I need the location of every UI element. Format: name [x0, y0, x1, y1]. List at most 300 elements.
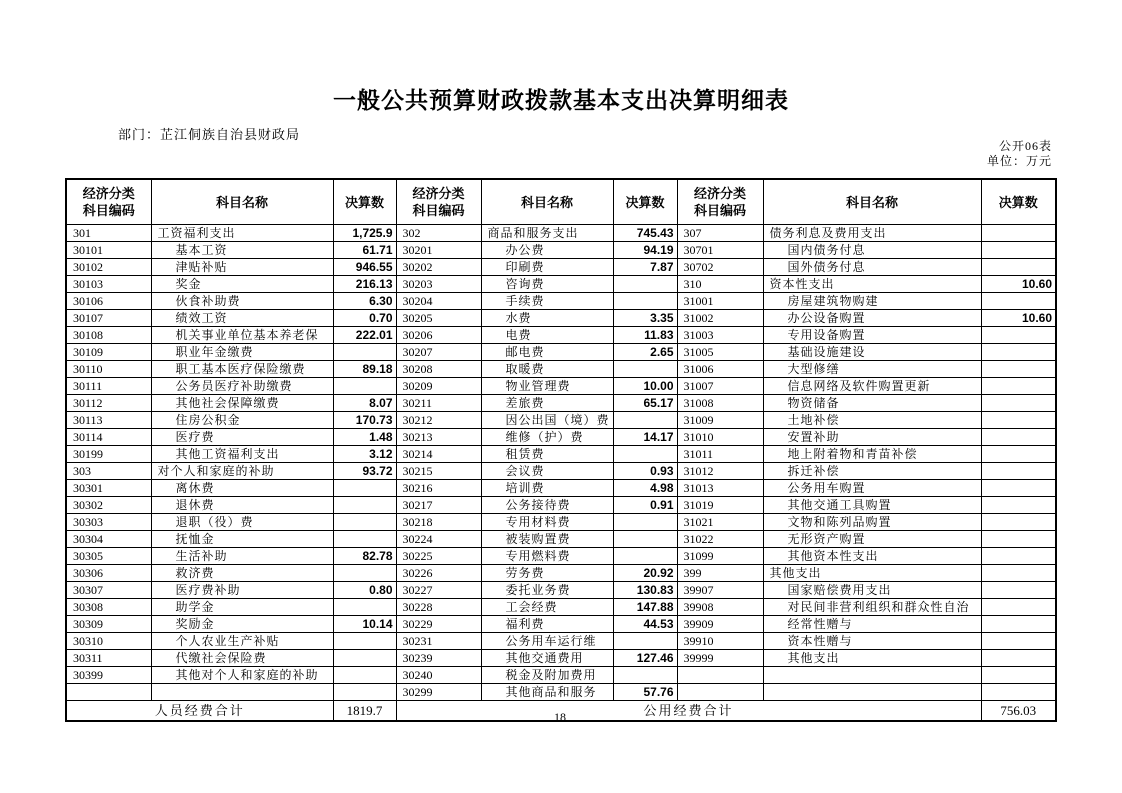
cell-final-amount [981, 446, 1056, 463]
budget-table [65, 178, 1057, 722]
cell-final-amount: 0.91 [613, 497, 677, 514]
cell-subject-name: 办公费 [481, 242, 613, 259]
cell-subject-code: 31019 [677, 497, 763, 514]
cell-final-amount [981, 412, 1056, 429]
cell-subject-code [677, 667, 763, 684]
cell-final-amount [981, 344, 1056, 361]
table-row [66, 480, 1056, 497]
cell-subject-code: 39909 [677, 616, 763, 633]
cell-subject-code: 30304 [66, 531, 151, 548]
cell-subject-code: 30228 [396, 599, 481, 616]
cell-subject-name: 工资福利支出 [151, 225, 333, 242]
table-row [66, 616, 1056, 633]
cell-subject-name: 其他社会保障缴费 [151, 395, 333, 412]
cell-final-amount: 2.65 [613, 344, 677, 361]
cell-final-amount: 1.48 [333, 429, 396, 446]
cell-subject-code: 30204 [396, 293, 481, 310]
cell-final-amount [981, 684, 1056, 701]
cell-final-amount: 10.60 [981, 310, 1056, 327]
cell-subject-code: 399 [677, 565, 763, 582]
table-row [66, 684, 1056, 701]
cell-subject-name: 物资储备 [763, 395, 981, 412]
cell-final-amount [333, 667, 396, 684]
cell-subject-code: 30701 [677, 242, 763, 259]
cell-subject-name: 会议费 [481, 463, 613, 480]
cell-subject-name: 办公设备购置 [763, 310, 981, 327]
cell-final-amount [333, 378, 396, 395]
cell-subject-name: 对民间非营利组织和群众性自治 [763, 599, 981, 616]
cell-subject-code: 310 [677, 276, 763, 293]
cell-subject-name: 邮电费 [481, 344, 613, 361]
cell-subject-code: 30215 [396, 463, 481, 480]
cell-subject-code: 30205 [396, 310, 481, 327]
cell-subject-name: 经常性赠与 [763, 616, 981, 633]
cell-subject-name: 因公出国（境）费 [481, 412, 613, 429]
cell-final-amount [613, 412, 677, 429]
cell-subject-code: 31001 [677, 293, 763, 310]
cell-subject-code: 30211 [396, 395, 481, 412]
cell-subject-name: 其他工资福利支出 [151, 446, 333, 463]
column-header-name: 科目名称 [151, 179, 333, 225]
cell-subject-code: 31003 [677, 327, 763, 344]
cell-subject-code: 30302 [66, 497, 151, 514]
cell-final-amount: 0.70 [333, 310, 396, 327]
cell-subject-name: 基础设施建设 [763, 344, 981, 361]
cell-subject-name: 电费 [481, 327, 613, 344]
cell-subject-code: 39910 [677, 633, 763, 650]
cell-subject-code: 30224 [396, 531, 481, 548]
cell-final-amount [981, 259, 1056, 276]
cell-subject-name: 公务用车购置 [763, 480, 981, 497]
cell-subject-code: 31012 [677, 463, 763, 480]
cell-subject-name: 劳务费 [481, 565, 613, 582]
cell-final-amount [333, 531, 396, 548]
cell-subject-name: 专用设备购置 [763, 327, 981, 344]
table-row [66, 395, 1056, 412]
cell-subject-code: 30301 [66, 480, 151, 497]
cell-subject-code: 30208 [396, 361, 481, 378]
table-row [66, 514, 1056, 531]
cell-subject-name: 租赁费 [481, 446, 613, 463]
cell-final-amount [613, 531, 677, 548]
cell-subject-name: 水费 [481, 310, 613, 327]
cell-subject-code: 31010 [677, 429, 763, 446]
cell-subject-name: 取暖费 [481, 361, 613, 378]
table-row [66, 225, 1056, 242]
column-header-code: 经济分类 科目编码 [66, 179, 151, 225]
cell-final-amount: 8.07 [333, 395, 396, 412]
cell-final-amount [613, 276, 677, 293]
cell-subject-name: 津贴补贴 [151, 259, 333, 276]
cell-subject-code: 30227 [396, 582, 481, 599]
cell-final-amount: 127.46 [613, 650, 677, 667]
cell-subject-code: 30214 [396, 446, 481, 463]
cell-subject-name [763, 684, 981, 701]
cell-subject-code: 31005 [677, 344, 763, 361]
column-header-value: 决算数 [613, 179, 677, 225]
cell-subject-name: 工会经费 [481, 599, 613, 616]
cell-subject-code: 30225 [396, 548, 481, 565]
cell-subject-name: 土地补偿 [763, 412, 981, 429]
cell-subject-code: 30110 [66, 361, 151, 378]
cell-subject-code: 31022 [677, 531, 763, 548]
cell-final-amount [981, 361, 1056, 378]
cell-final-amount [981, 429, 1056, 446]
cell-final-amount: 57.76 [613, 684, 677, 701]
cell-subject-name: 房屋建筑物购建 [763, 293, 981, 310]
column-header-name: 科目名称 [481, 179, 613, 225]
cell-subject-code: 31007 [677, 378, 763, 395]
cell-final-amount: 10.00 [613, 378, 677, 395]
cell-subject-name: 基本工资 [151, 242, 333, 259]
table-row [66, 446, 1056, 463]
cell-subject-name: 助学金 [151, 599, 333, 616]
cell-subject-name: 资本性赠与 [763, 633, 981, 650]
table-row [66, 497, 1056, 514]
cell-subject-code: 31099 [677, 548, 763, 565]
department-line: 部门：芷江侗族自治县财政局 [118, 127, 301, 142]
cell-subject-name: 生活补助 [151, 548, 333, 565]
cell-subject-name: 职工基本医疗保险缴费 [151, 361, 333, 378]
cell-subject-code: 30399 [66, 667, 151, 684]
cell-subject-code: 30114 [66, 429, 151, 446]
cell-final-amount: 1,725.9 [333, 225, 396, 242]
public-expense-total-label: 公用经费合计 [396, 701, 981, 722]
cell-final-amount [981, 633, 1056, 650]
cell-final-amount [333, 514, 396, 531]
page-title: 一般公共预算财政拨款基本支出决算明细表 [333, 87, 789, 113]
cell-final-amount: 946.55 [333, 259, 396, 276]
cell-final-amount: 89.18 [333, 361, 396, 378]
cell-subject-code: 30102 [66, 259, 151, 276]
cell-subject-code: 30702 [677, 259, 763, 276]
cell-subject-code: 30226 [396, 565, 481, 582]
cell-final-amount [333, 344, 396, 361]
cell-subject-code: 303 [66, 463, 151, 480]
cell-subject-name: 奖励金 [151, 616, 333, 633]
public-expense-total-value: 756.03 [981, 701, 1056, 722]
cell-final-amount [981, 548, 1056, 565]
cell-subject-name: 其他交通费用 [481, 650, 613, 667]
table-number: 公开06表 [998, 139, 1052, 153]
cell-final-amount [333, 565, 396, 582]
cell-final-amount [333, 480, 396, 497]
cell-subject-code: 31013 [677, 480, 763, 497]
cell-subject-name: 债务利息及费用支出 [763, 225, 981, 242]
table-row [66, 463, 1056, 480]
cell-subject-name: 个人农业生产补贴 [151, 633, 333, 650]
table-row [66, 667, 1056, 684]
table-row [66, 582, 1056, 599]
cell-subject-code: 30201 [396, 242, 481, 259]
cell-final-amount [981, 667, 1056, 684]
cell-final-amount: 216.13 [333, 276, 396, 293]
cell-subject-name: 商品和服务支出 [481, 225, 613, 242]
cell-final-amount [981, 582, 1056, 599]
cell-subject-code: 30306 [66, 565, 151, 582]
table-row [66, 633, 1056, 650]
column-header-value: 决算数 [333, 179, 396, 225]
cell-final-amount: 745.43 [613, 225, 677, 242]
cell-subject-code: 31008 [677, 395, 763, 412]
cell-subject-code: 301 [66, 225, 151, 242]
cell-subject-code: 31021 [677, 514, 763, 531]
cell-subject-code: 302 [396, 225, 481, 242]
cell-final-amount [333, 633, 396, 650]
cell-subject-code: 30239 [396, 650, 481, 667]
cell-subject-name: 印刷费 [481, 259, 613, 276]
unit-label: 单位：万元 [986, 154, 1052, 168]
cell-subject-name: 其他交通工具购置 [763, 497, 981, 514]
cell-final-amount: 147.88 [613, 599, 677, 616]
cell-subject-code: 30213 [396, 429, 481, 446]
cell-subject-name: 公务接待费 [481, 497, 613, 514]
cell-subject-name: 税金及附加费用 [481, 667, 613, 684]
cell-subject-name: 拆迁补偿 [763, 463, 981, 480]
cell-final-amount [981, 514, 1056, 531]
table-row [66, 378, 1056, 395]
cell-final-amount: 65.17 [613, 395, 677, 412]
column-header-value: 决算数 [981, 179, 1056, 225]
cell-subject-name: 职业年金缴费 [151, 344, 333, 361]
cell-final-amount [981, 650, 1056, 667]
cell-final-amount [333, 599, 396, 616]
cell-final-amount: 14.17 [613, 429, 677, 446]
cell-subject-code: 30299 [396, 684, 481, 701]
table-row [66, 259, 1056, 276]
cell-subject-code: 30308 [66, 599, 151, 616]
cell-final-amount [981, 327, 1056, 344]
cell-subject-name: 伙食补助费 [151, 293, 333, 310]
cell-subject-name: 委托业务费 [481, 582, 613, 599]
cell-subject-name: 其他资本性支出 [763, 548, 981, 565]
cell-subject-code: 31011 [677, 446, 763, 463]
cell-subject-name: 安置补助 [763, 429, 981, 446]
table-row [66, 276, 1056, 293]
cell-final-amount: 0.80 [333, 582, 396, 599]
cell-final-amount: 130.83 [613, 582, 677, 599]
cell-final-amount: 10.14 [333, 616, 396, 633]
cell-final-amount: 170.73 [333, 412, 396, 429]
cell-subject-code: 30310 [66, 633, 151, 650]
cell-subject-name: 救济费 [151, 565, 333, 582]
cell-subject-code: 30103 [66, 276, 151, 293]
cell-subject-code: 30203 [396, 276, 481, 293]
cell-final-amount: 222.01 [333, 327, 396, 344]
cell-subject-name: 地上附着物和青苗补偿 [763, 446, 981, 463]
cell-subject-code: 30106 [66, 293, 151, 310]
cell-subject-code: 30109 [66, 344, 151, 361]
cell-subject-code: 30309 [66, 616, 151, 633]
cell-subject-name: 公务用车运行维 [481, 633, 613, 650]
cell-final-amount [981, 531, 1056, 548]
cell-subject-code: 30108 [66, 327, 151, 344]
column-header-code: 经济分类 科目编码 [396, 179, 481, 225]
cell-final-amount: 3.12 [333, 446, 396, 463]
cell-subject-name: 专用燃料费 [481, 548, 613, 565]
cell-subject-name: 国外债务付息 [763, 259, 981, 276]
cell-subject-name: 其他支出 [763, 565, 981, 582]
cell-final-amount: 3.35 [613, 310, 677, 327]
cell-subject-code: 307 [677, 225, 763, 242]
cell-subject-name: 抚恤金 [151, 531, 333, 548]
cell-subject-code: 30305 [66, 548, 151, 565]
cell-subject-name: 其他商品和服务 [481, 684, 613, 701]
table-row [66, 242, 1056, 259]
cell-subject-code: 30212 [396, 412, 481, 429]
cell-final-amount: 94.19 [613, 242, 677, 259]
cell-subject-code: 39907 [677, 582, 763, 599]
cell-subject-code: 30217 [396, 497, 481, 514]
cell-final-amount [613, 293, 677, 310]
cell-subject-name: 其他对个人和家庭的补助 [151, 667, 333, 684]
cell-final-amount [613, 633, 677, 650]
cell-subject-code: 30240 [396, 667, 481, 684]
cell-subject-code: 30107 [66, 310, 151, 327]
cell-subject-code [677, 684, 763, 701]
cell-subject-code: 30111 [66, 378, 151, 395]
cell-subject-code: 30206 [396, 327, 481, 344]
cell-subject-name: 大型修缮 [763, 361, 981, 378]
cell-final-amount [333, 497, 396, 514]
table-row [66, 565, 1056, 582]
cell-subject-code: 30218 [396, 514, 481, 531]
cell-final-amount [981, 293, 1056, 310]
cell-subject-code: 30216 [396, 480, 481, 497]
cell-subject-code: 30311 [66, 650, 151, 667]
cell-subject-code: 30199 [66, 446, 151, 463]
personnel-total-value: 1819.7 [333, 701, 396, 722]
cell-final-amount [981, 599, 1056, 616]
cell-final-amount [613, 548, 677, 565]
cell-subject-name: 对个人和家庭的补助 [151, 463, 333, 480]
cell-final-amount [981, 463, 1056, 480]
table-row [66, 650, 1056, 667]
cell-final-amount: 44.53 [613, 616, 677, 633]
cell-subject-name: 医疗费 [151, 429, 333, 446]
cell-subject-code: 30113 [66, 412, 151, 429]
table-row [66, 599, 1056, 616]
personnel-total-label: 人员经费合计 [66, 701, 333, 722]
cell-subject-code: 30202 [396, 259, 481, 276]
cell-final-amount [333, 650, 396, 667]
table-row [66, 531, 1056, 548]
header-row [66, 179, 1056, 225]
cell-subject-name: 专用材料费 [481, 514, 613, 531]
table-row [66, 310, 1056, 327]
cell-final-amount [333, 684, 396, 701]
cell-final-amount [613, 446, 677, 463]
cell-subject-name [763, 667, 981, 684]
cell-final-amount: 82.78 [333, 548, 396, 565]
cell-subject-code: 30101 [66, 242, 151, 259]
cell-subject-code: 30303 [66, 514, 151, 531]
cell-subject-name: 福利费 [481, 616, 613, 633]
column-header-code: 经济分类 科目编码 [677, 179, 763, 225]
cell-final-amount: 6.30 [333, 293, 396, 310]
cell-subject-name: 奖金 [151, 276, 333, 293]
cell-subject-name: 国内债务付息 [763, 242, 981, 259]
cell-subject-name: 退休费 [151, 497, 333, 514]
cell-final-amount: 10.60 [981, 276, 1056, 293]
cell-final-amount [981, 378, 1056, 395]
cell-subject-name: 国家赔偿费用支出 [763, 582, 981, 599]
cell-subject-name: 公务员医疗补助缴费 [151, 378, 333, 395]
cell-final-amount [981, 616, 1056, 633]
cell-subject-code: 30209 [396, 378, 481, 395]
cell-subject-code: 31009 [677, 412, 763, 429]
cell-subject-code: 30307 [66, 582, 151, 599]
cell-subject-name: 医疗费补助 [151, 582, 333, 599]
cell-final-amount [613, 361, 677, 378]
cell-subject-name: 无形资产购置 [763, 531, 981, 548]
cell-subject-code: 30207 [396, 344, 481, 361]
cell-subject-code: 31002 [677, 310, 763, 327]
cell-subject-name [151, 684, 333, 701]
table-row [66, 412, 1056, 429]
cell-subject-name: 维修（护）费 [481, 429, 613, 446]
cell-subject-name: 离休费 [151, 480, 333, 497]
cell-final-amount [981, 225, 1056, 242]
cell-subject-name: 退职（役）费 [151, 514, 333, 531]
cell-final-amount: 11.83 [613, 327, 677, 344]
cell-subject-name: 资本性支出 [763, 276, 981, 293]
cell-final-amount: 93.72 [333, 463, 396, 480]
cell-subject-code: 39908 [677, 599, 763, 616]
cell-subject-code: 30112 [66, 395, 151, 412]
table-row [66, 344, 1056, 361]
cell-subject-code [66, 684, 151, 701]
cell-subject-name: 机关事业单位基本养老保 [151, 327, 333, 344]
cell-final-amount [981, 395, 1056, 412]
page-number: 18 [554, 710, 566, 724]
cell-final-amount: 61.71 [333, 242, 396, 259]
cell-final-amount [981, 497, 1056, 514]
table-row [66, 548, 1056, 565]
cell-subject-code: 39999 [677, 650, 763, 667]
cell-final-amount [981, 565, 1056, 582]
cell-subject-name: 差旅费 [481, 395, 613, 412]
cell-final-amount: 20.92 [613, 565, 677, 582]
cell-final-amount: 7.87 [613, 259, 677, 276]
cell-subject-name: 被装购置费 [481, 531, 613, 548]
table-meta [987, 139, 1052, 169]
cell-subject-code: 30231 [396, 633, 481, 650]
cell-final-amount [613, 514, 677, 531]
cell-final-amount [981, 480, 1056, 497]
cell-subject-name: 代缴社会保险费 [151, 650, 333, 667]
cell-final-amount: 0.93 [613, 463, 677, 480]
cell-subject-code: 31006 [677, 361, 763, 378]
cell-final-amount: 4.98 [613, 480, 677, 497]
cell-subject-code: 30229 [396, 616, 481, 633]
table-row [66, 327, 1056, 344]
cell-subject-name: 物业管理费 [481, 378, 613, 395]
cell-subject-name: 咨询费 [481, 276, 613, 293]
cell-subject-name: 信息网络及软件购置更新 [763, 378, 981, 395]
cell-final-amount [981, 242, 1056, 259]
column-header-name: 科目名称 [763, 179, 981, 225]
table-row [66, 361, 1056, 378]
cell-subject-name: 其他支出 [763, 650, 981, 667]
cell-subject-name: 文物和陈列品购置 [763, 514, 981, 531]
table-row [66, 429, 1056, 446]
table-row [66, 293, 1056, 310]
cell-final-amount [613, 667, 677, 684]
cell-subject-name: 绩效工资 [151, 310, 333, 327]
cell-subject-name: 培训费 [481, 480, 613, 497]
cell-subject-name: 住房公积金 [151, 412, 333, 429]
